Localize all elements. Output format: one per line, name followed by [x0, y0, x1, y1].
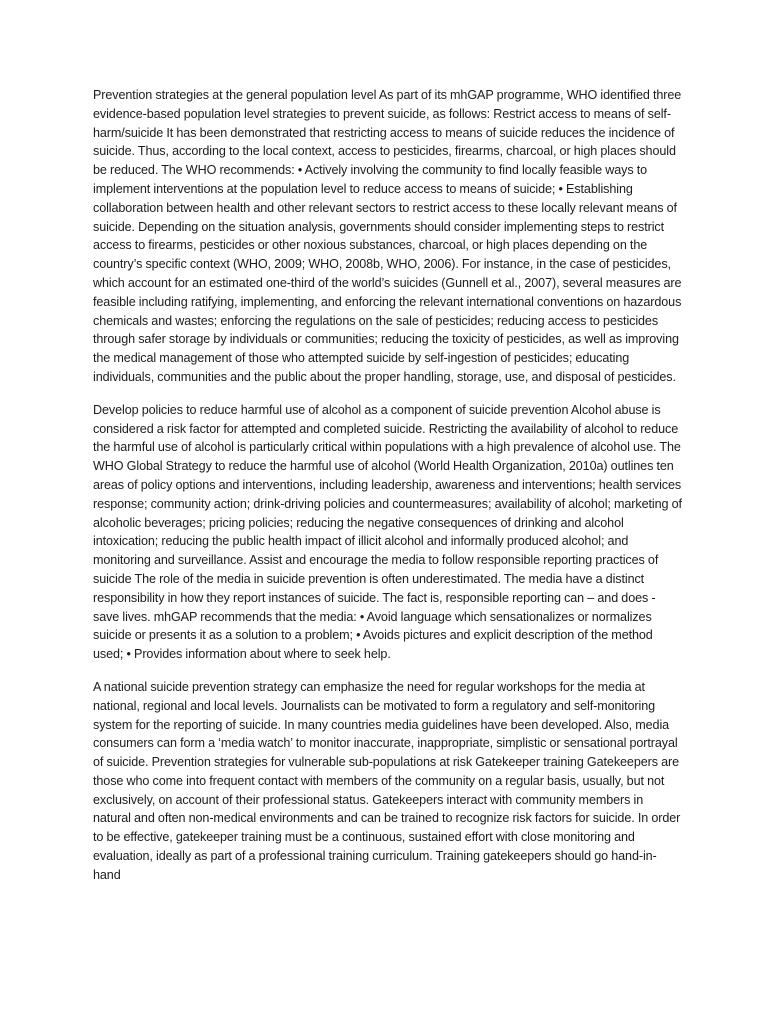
paragraph-national-strategy-gatekeepers: A national suicide prevention strategy can emphasize the need for regular workshops for the media at national, regional and local levels. Journalists can be motivated to form a regulatory and self-monitoring system for the reporting of suicide. In many countries media guidelines have been developed. Also, media consumers can form a ‘media watch’ to monitor inaccurate, inappropriate, simplistic or sensational portrayal of suicide. Prevention strategies for vulnerable sub-populations at risk Gatekeeper training Gatekeepers are those who come into frequent contact with members of the community on a regular basis, usually, but not exclusively, on account of their professional status. Gatekeepers interact with community members in natural and often non-medical environments and can be trained to recognize risk factors for suicide. In order to be effective, gatekeeper training must be a continuous, sustained effort with close monitoring and evaluation, ideally as part of a professional training curriculum. Training gatekeepers should go hand-in-hand [93, 679, 681, 882]
document-body [93, 86, 683, 899]
paragraph-alcohol-and-media: Develop policies to reduce harmful use of alcohol as a component of suicide prevention Alcohol abuse is considered a risk factor for attempted and completed suicide. Restricting the availability of alcohol to reduce the harmful use of alcohol is particularly critical within populations with a high prevalence of alcohol use. The WHO Global Strategy to reduce the harmful use of alcohol (World Health Organization, 2010a) outlines ten areas of policy options and interventions, including leadership, awareness and interventions; health services response; community action; drink-driving policies and countermeasures; availability of alcohol; marketing of alcoholic beverages; pricing policies; reducing the negative consequences of drinking and alcohol intoxication; reducing the public health impact of illicit alcohol and informally produced alcohol; and monitoring and surveillance. Assist and encourage the media to follow responsible reporting practices of suicide The role of the media in suicide prevention is often underestimated. The media have a distinct responsibility in how they report instances of suicide. The fact is, responsible reporting can – and does - save lives. mhGAP recommends that the media: • Avoid language which sensationalizes or normalizes suicide or presents it as a solution to a problem; • Avoids pictures and explicit description of the method used; • Provides information about where to seek help. [93, 402, 682, 662]
paragraph-means-restriction: Prevention strategies at the general population level As part of its mhGAP programme, WHO identified three evidence-based population level strategies to prevent suicide, as follows: Restrict access to means of self-harm/suicide It has been demonstrated that restricting access to means of suicide reduces the incidence of suicide. Thus, according to the local context, access to pesticides, firearms, charcoal, or high places should be reduced. The WHO recommends: • Actively involving the community to find locally feasible ways to implement interventions at the population level to reduce access to means of suicide; • Establishing collaboration between health and other relevant sectors to restrict access to these locally relevant means of suicide. Depending on the situation analysis, governments should consider implementing steps to restrict access to firearms, pesticides or other noxious substances, charcoal, or high places depending on the country’s specific context (WHO, 2009; WHO, 2008b, WHO, 2006). For instance, in the case of pesticides, which account for an estimated one-third of the world’s suicides (Gunnell et al., 2007), several measures are feasible including ratifying, implementing, and enforcing the relevant international conventions on hazardous chemicals and wastes; enforcing the regulations on the sale of pesticides; reducing access to pesticides through safer storage by individuals or communities; reducing the toxicity of pesticides, as well as improving the medical management of those who attempted suicide by self-ingestion of pesticides; educating individuals, communities and the public about the proper handling, storage, use, and disposal of pesticides. [93, 88, 682, 384]
